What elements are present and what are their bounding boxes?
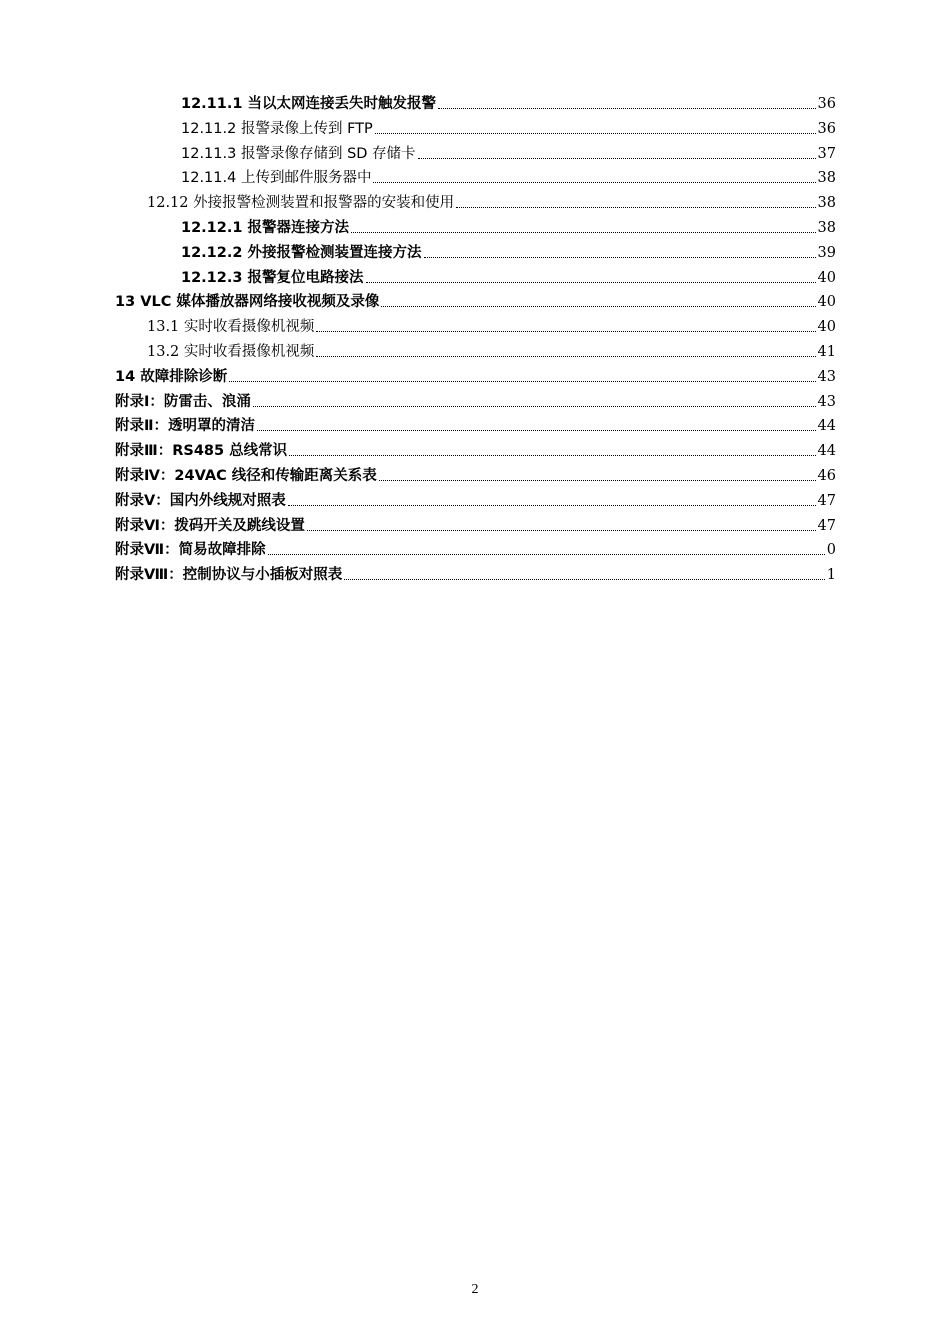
toc-entry-title: 附录Ⅴ：国内外线规对照表: [115, 493, 286, 509]
toc-entry[interactable]: [115, 364, 836, 386]
toc-entry[interactable]: [115, 513, 836, 535]
toc-entry-page: 47: [817, 518, 836, 534]
toc-entry-page: 40: [817, 319, 836, 335]
toc-entry-page: 0: [826, 542, 836, 558]
toc-entry-title: 12.12 外接报警检测装置和报警器的安装和使用: [147, 195, 455, 211]
toc-entry-page: 43: [817, 369, 836, 385]
toc-entry-page: 44: [817, 443, 836, 459]
dot-leader: [366, 282, 816, 283]
toc-entry-page: 38: [817, 170, 836, 186]
toc-entry-page: 1: [826, 567, 836, 583]
toc-entry[interactable]: [181, 116, 836, 138]
dot-leader: [456, 207, 815, 208]
dot-leader: [418, 158, 816, 159]
toc-entry-title: 附录Ⅱ：透明罩的清洁: [115, 418, 256, 434]
toc-entry-title: 附录Ⅲ：RS485 总线常识: [115, 443, 288, 459]
dot-leader: [229, 381, 815, 382]
toc-entry-title: 12.12.2 外接报警检测装置连接方法: [181, 245, 422, 261]
dot-leader: [379, 480, 816, 481]
toc-entry-title: 13 VLC 媒体播放器网络接收视频及录像: [115, 294, 380, 310]
toc-entry-title: 14 故障排除诊断: [115, 369, 228, 385]
toc-entry[interactable]: [115, 463, 836, 485]
toc-entry-title: 12.12.1 报警器连接方法: [181, 220, 350, 236]
toc-entry-title: 12.12.3 报警复位电路接法: [181, 270, 364, 286]
toc-entry[interactable]: [181, 265, 836, 287]
dot-leader: [257, 430, 815, 431]
toc-entry-page: 40: [817, 270, 836, 286]
dot-leader: [438, 108, 816, 109]
toc-entry[interactable]: [115, 289, 836, 311]
dot-leader: [344, 579, 825, 580]
toc-entry-title: 附录Ⅰ：防雷击、浪涌: [115, 394, 251, 410]
toc-entry[interactable]: [115, 488, 836, 510]
toc-entry-page: 39: [817, 245, 836, 261]
toc-entry[interactable]: [147, 190, 836, 212]
toc-entry[interactable]: [115, 389, 836, 411]
toc-entry-title: 12.11.1 当以太网连接丢失时触发报警: [181, 96, 437, 112]
toc-entry-title: 附录Ⅵ：拨码开关及跳线设置: [115, 518, 305, 534]
toc-entry-page: 37: [817, 146, 836, 162]
toc-entry-title: 附录Ⅷ：控制协议与小插板对照表: [115, 567, 343, 583]
toc-entry-page: 47: [817, 493, 836, 509]
toc-entry-title: 附录Ⅶ：简易故障排除: [115, 542, 266, 558]
toc-entry-title: 13.1 实时收看摄像机视频: [147, 319, 315, 335]
dot-leader: [375, 133, 816, 134]
toc-entry[interactable]: [115, 537, 836, 559]
toc-entry-page: 41: [817, 344, 836, 360]
toc-entry[interactable]: [115, 413, 836, 435]
toc-entry[interactable]: [181, 240, 836, 262]
page-number: 2: [471, 1282, 479, 1297]
toc-entry[interactable]: [181, 91, 836, 113]
dot-leader: [253, 406, 816, 407]
dot-leader: [289, 455, 815, 456]
toc-entry-title: 12.11.3 报警录像存储到 SD 存储卡: [181, 146, 416, 162]
toc-entry-title: 12.11.4 上传到邮件服务器中: [181, 170, 372, 186]
toc-entry-title: 附录Ⅳ：24VAC 线径和传输距离关系表: [115, 468, 377, 484]
dot-leader: [316, 331, 815, 332]
toc-entry-page: 36: [817, 121, 836, 137]
toc-entry-page: 38: [817, 195, 836, 211]
toc-entry-page: 38: [817, 220, 836, 236]
toc-entry-page: 44: [817, 418, 836, 434]
dot-leader: [316, 356, 815, 357]
toc-entry[interactable]: [181, 141, 836, 163]
toc-entry[interactable]: [147, 339, 836, 361]
dot-leader: [288, 505, 816, 506]
dot-leader: [424, 257, 816, 258]
toc-entry[interactable]: [181, 215, 836, 237]
dot-leader: [373, 182, 815, 183]
toc-entry[interactable]: [147, 314, 836, 336]
toc-entry-title: 13.2 实时收看摄像机视频: [147, 344, 315, 360]
dot-leader: [268, 554, 825, 555]
dot-leader: [381, 306, 815, 307]
toc-entry-title: 12.11.2 报警录像上传到 FTP: [181, 121, 373, 137]
toc-entry-page: 40: [817, 294, 836, 310]
toc-entry-page: 46: [817, 468, 836, 484]
toc-entry[interactable]: [115, 438, 836, 460]
dot-leader: [307, 530, 816, 531]
dot-leader: [351, 232, 816, 233]
toc-entry[interactable]: [115, 562, 836, 584]
toc-entry[interactable]: [181, 165, 836, 187]
toc-entry-page: 43: [817, 394, 836, 410]
toc-entry-page: 36: [817, 96, 836, 112]
